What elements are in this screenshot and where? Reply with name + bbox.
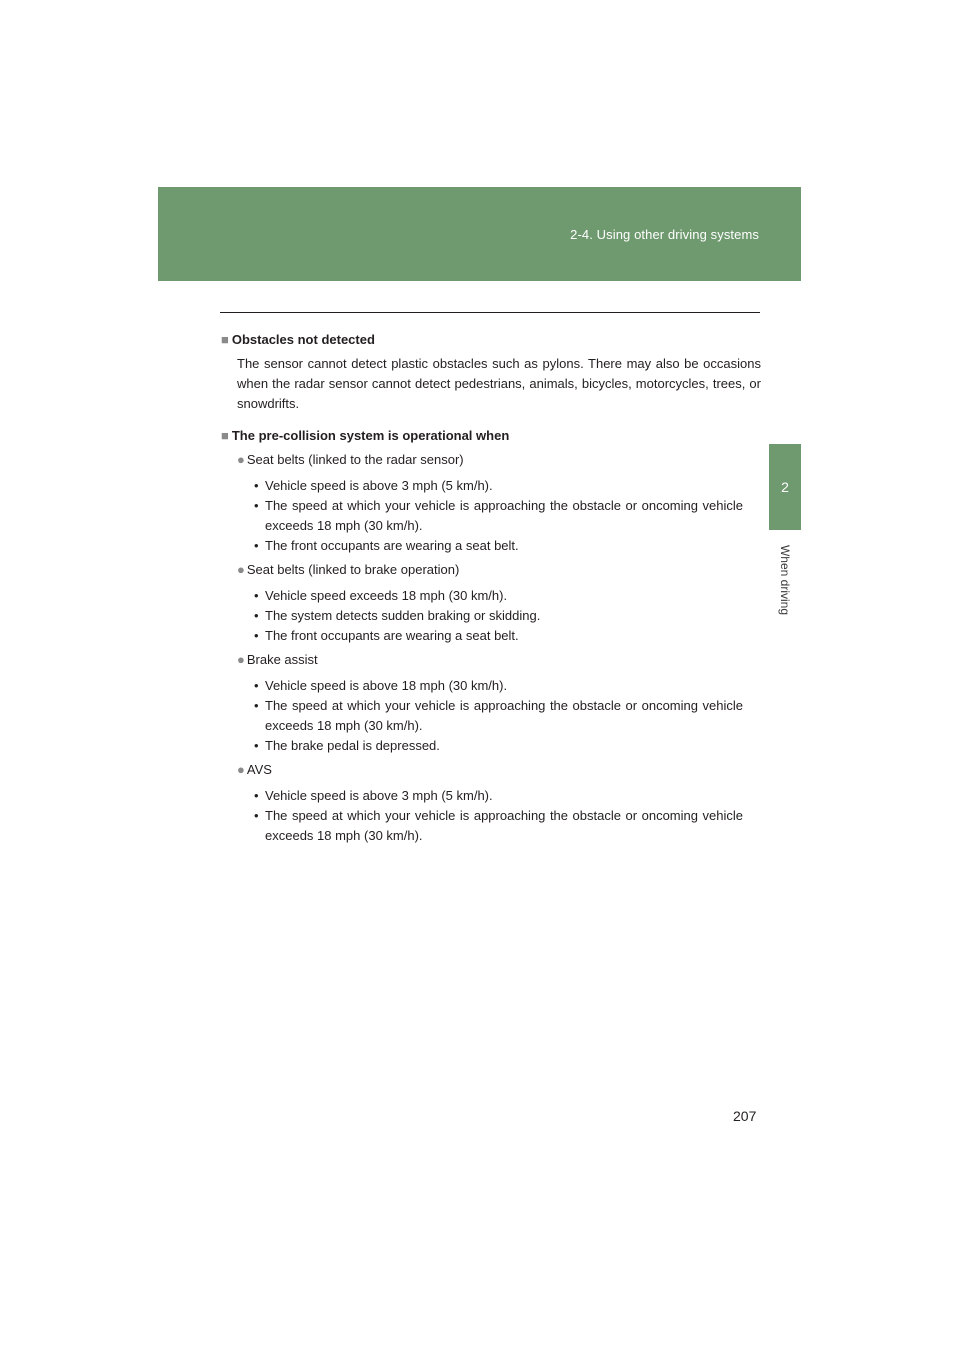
list-item-text: The brake pedal is depressed.: [265, 738, 440, 753]
obstacles-paragraph: The sensor cannot detect plastic obstacles such as pylons. There may also be occasions when the radar sensor cannot detect pedestrians, animals, bicycles, motorcycles, trees, or snowdrifts.: [237, 356, 761, 411]
section-title-operational: The pre-collision system is operational when: [231, 428, 510, 443]
list-item: [254, 606, 761, 626]
list-item-text: Vehicle speed is above 3 mph (5 km/h).: [265, 788, 493, 803]
list-item-text: The front occupants are wearing a seat belt.: [265, 628, 519, 643]
list-item: [254, 696, 761, 736]
circle-bullet-icon: ●: [237, 762, 245, 777]
section-title-obstacles: Obstacles not detected: [231, 332, 375, 347]
bullet-dot-icon: •: [254, 538, 259, 553]
condition-list: [221, 786, 761, 846]
bullet-dot-icon: •: [254, 608, 259, 623]
list-item: [254, 626, 761, 646]
condition-list: [221, 586, 761, 646]
page-content: [221, 330, 761, 846]
group-heading: [221, 560, 761, 580]
page-number: 207: [733, 1108, 757, 1124]
list-item-text: The front occupants are wearing a seat belt.: [265, 538, 519, 553]
list-item: [254, 476, 761, 496]
group-title: Seat belts (linked to brake operation): [246, 562, 460, 577]
bullet-dot-icon: •: [254, 628, 259, 643]
group-heading: [221, 650, 761, 670]
bullet-dot-icon: •: [254, 478, 259, 493]
bullet-dot-icon: •: [254, 808, 259, 823]
header-band: [158, 187, 801, 281]
condition-list: [221, 676, 761, 756]
group-title: AVS: [246, 762, 272, 777]
bullet-dot-icon: •: [254, 678, 259, 693]
bullet-dot-icon: •: [254, 588, 259, 603]
square-bullet-icon: ■: [221, 428, 229, 443]
list-item: [254, 496, 761, 536]
list-item: [254, 676, 761, 696]
list-item: [254, 536, 761, 556]
bullet-dot-icon: •: [254, 498, 259, 513]
section-heading-operational: [221, 426, 761, 446]
chapter-tab: 2: [769, 444, 801, 530]
section-heading-obstacles: [221, 330, 761, 350]
group-heading: [221, 450, 761, 470]
section-title: 2-4. Using other driving systems: [570, 227, 759, 242]
group-title: Seat belts (linked to the radar sensor): [246, 452, 464, 467]
circle-bullet-icon: ●: [237, 562, 245, 577]
condition-list: [221, 476, 761, 556]
bullet-dot-icon: •: [254, 788, 259, 803]
list-item-text: The system detects sudden braking or skidding.: [265, 608, 541, 623]
list-item-text: Vehicle speed is above 3 mph (5 km/h).: [265, 478, 493, 493]
bullet-dot-icon: •: [254, 698, 259, 713]
list-item-text: Vehicle speed is above 18 mph (30 km/h).: [265, 678, 508, 693]
circle-bullet-icon: ●: [237, 652, 245, 667]
bullet-dot-icon: •: [254, 738, 259, 753]
list-item-text: The speed at which your vehicle is approaching the obstacle or oncoming vehicle exceeds 18 mph (30 km/h).: [265, 808, 743, 843]
list-item: [254, 586, 761, 606]
list-item: [254, 806, 761, 846]
circle-bullet-icon: ●: [237, 452, 245, 467]
list-item-text: The speed at which your vehicle is approaching the obstacle or oncoming vehicle exceeds 18 mph (30 km/h).: [265, 698, 743, 733]
group-title: Brake assist: [246, 652, 318, 667]
group-heading: [221, 760, 761, 780]
chapter-label: When driving: [778, 544, 792, 616]
list-item-text: Vehicle speed exceeds 18 mph (30 km/h).: [265, 588, 508, 603]
list-item: [254, 786, 761, 806]
section-divider: [220, 312, 760, 313]
square-bullet-icon: ■: [221, 332, 229, 347]
list-item: [254, 736, 761, 756]
list-item-text: The speed at which your vehicle is approaching the obstacle or oncoming vehicle exceeds 18 mph (30 km/h).: [265, 498, 743, 533]
